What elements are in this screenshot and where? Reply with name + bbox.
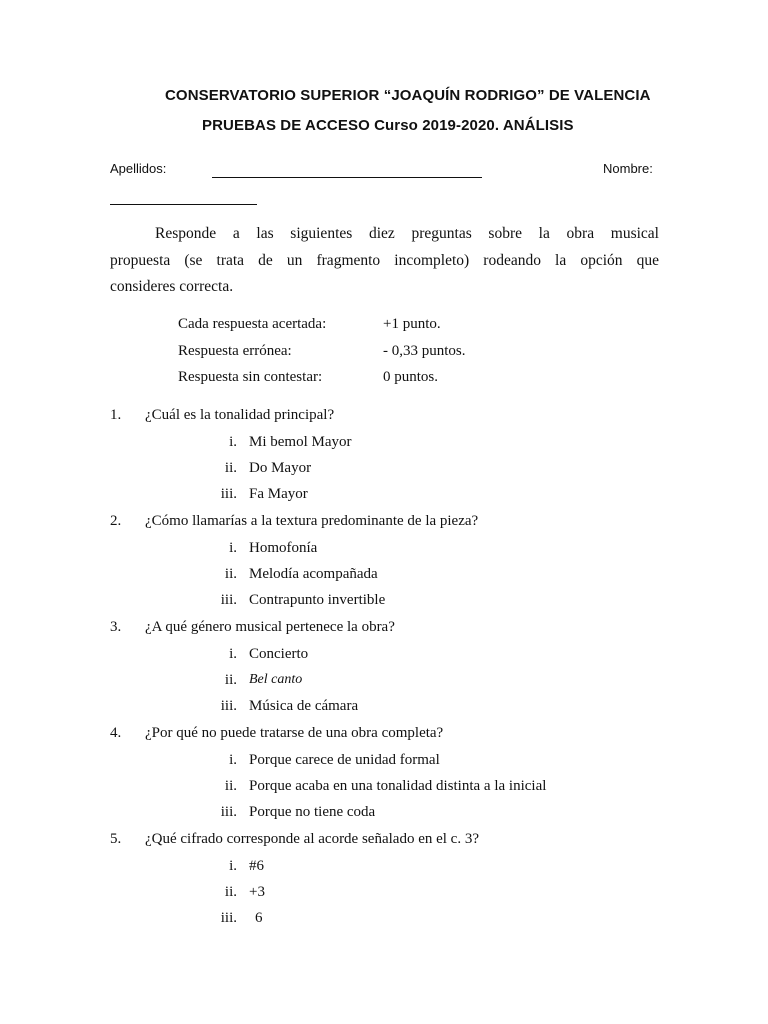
option-item[interactable] bbox=[200, 778, 237, 798]
question-text: ¿Cuál es la tonalidad principal? bbox=[145, 407, 335, 423]
option-marker: ii. bbox=[224, 672, 237, 688]
question-text: ¿Por qué no puede tratarse de una obra completa? bbox=[145, 725, 444, 741]
option-marker: i. bbox=[229, 752, 237, 768]
option-marker: iii. bbox=[220, 804, 237, 820]
option-item[interactable] bbox=[200, 698, 237, 718]
option-item[interactable] bbox=[200, 460, 237, 480]
option-marker: ii. bbox=[224, 460, 237, 476]
option-marker: i. bbox=[229, 540, 237, 556]
instructions-line: Responde a las siguientes diez preguntas sobre la obra musical bbox=[155, 225, 659, 242]
option-marker: iii. bbox=[220, 486, 237, 502]
scoring-label: Respuesta sin contestar: bbox=[178, 369, 323, 385]
nombre-field[interactable] bbox=[110, 204, 257, 205]
option-item[interactable] bbox=[200, 672, 237, 692]
option-item[interactable] bbox=[200, 910, 237, 930]
question-text: ¿Cómo llamarías a la textura predominante de la pieza? bbox=[145, 513, 479, 529]
option-marker: i. bbox=[229, 646, 237, 662]
option-item[interactable] bbox=[200, 646, 237, 666]
option-item[interactable] bbox=[200, 752, 237, 772]
option-marker: i. bbox=[229, 434, 237, 450]
question-text: ¿A qué género musical pertenece la obra? bbox=[145, 619, 395, 635]
option-item[interactable] bbox=[200, 592, 237, 612]
option-item[interactable] bbox=[200, 540, 237, 560]
option-marker: iii. bbox=[220, 592, 237, 608]
option-marker: iii. bbox=[220, 698, 237, 714]
option-item[interactable] bbox=[200, 804, 237, 824]
option-item[interactable] bbox=[200, 434, 237, 454]
question-number: 1. bbox=[110, 407, 122, 423]
apellidos-field[interactable] bbox=[212, 177, 482, 178]
option-marker: ii. bbox=[224, 778, 237, 794]
apellidos-label: Apellidos: bbox=[110, 161, 167, 176]
option-item[interactable] bbox=[200, 566, 237, 586]
option-marker: i. bbox=[229, 858, 237, 874]
option-item[interactable] bbox=[200, 486, 237, 506]
question-text: ¿Qué cifrado corresponde al acorde señalado en el c. 3? bbox=[145, 831, 479, 847]
scoring-value: - 0,33 puntos. bbox=[383, 343, 466, 359]
option-marker: ii. bbox=[224, 884, 237, 900]
instructions-line: propuesta (se trata de un fragmento incompleto) rodeando la opción que bbox=[110, 251, 659, 269]
question-number: 5. bbox=[110, 831, 122, 847]
question-number: 3. bbox=[110, 619, 122, 635]
option-marker: iii. bbox=[220, 910, 237, 926]
document-title: CONSERVATORIO SUPERIOR “JOAQUÍN RODRIGO” DE VALENCIA bbox=[165, 87, 651, 104]
question-number: 4. bbox=[110, 725, 122, 741]
scoring-value: +1 punto. bbox=[383, 316, 441, 332]
document-subtitle: PRUEBAS DE ACCESO Curso 2019-2020. ANÁLISIS bbox=[202, 117, 574, 134]
option-item[interactable] bbox=[200, 858, 237, 878]
question-number: 2. bbox=[110, 513, 122, 529]
option-item[interactable] bbox=[200, 884, 237, 904]
option-marker: ii. bbox=[224, 566, 237, 582]
instructions-paragraph bbox=[110, 221, 659, 301]
scoring-value: 0 puntos. bbox=[383, 369, 439, 385]
scoring-label: Cada respuesta acertada: bbox=[178, 316, 327, 332]
scoring-label: Respuesta errónea: bbox=[178, 343, 292, 359]
instructions-line: consideres correcta. bbox=[110, 278, 234, 295]
nombre-label: Nombre: bbox=[603, 161, 653, 176]
